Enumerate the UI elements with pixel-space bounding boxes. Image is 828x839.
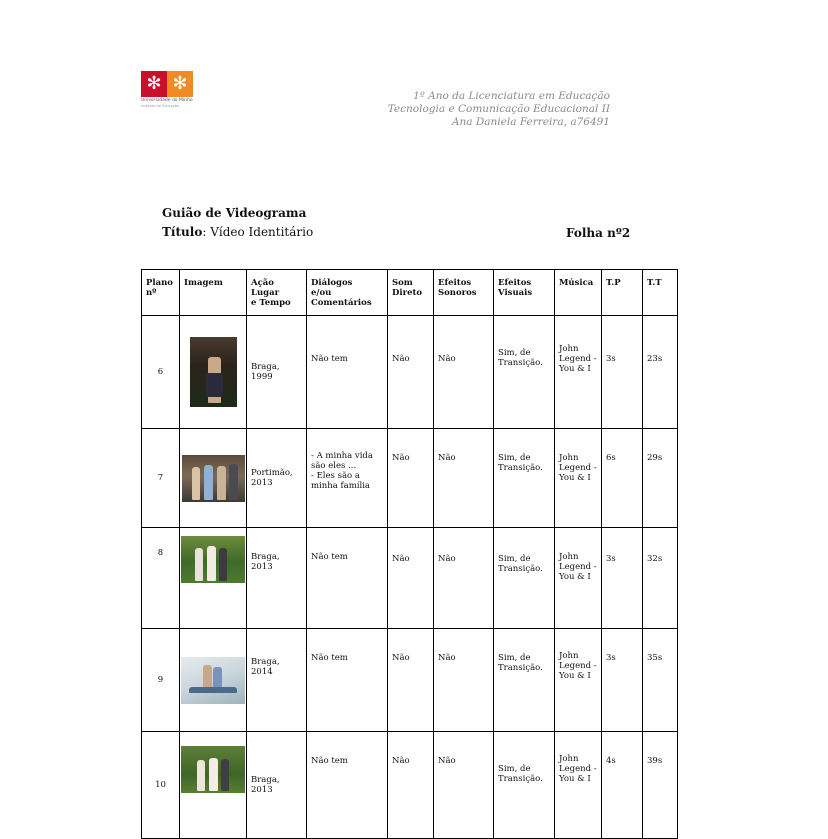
logo-institution: Universidade do Minho — [141, 98, 193, 103]
cell-dialogos: Não tem — [307, 629, 388, 732]
document-header — [388, 90, 610, 129]
header-dialogos: Diálogos e/ou Comentários — [307, 270, 388, 316]
cell-sonoros: Não — [434, 316, 494, 429]
logo-subunit: Instituto de Educação — [141, 104, 180, 108]
cell-musica: John Legend - You & I — [555, 316, 602, 429]
header-tp: T.P — [602, 270, 643, 316]
cell-dialogos: Não tem — [307, 732, 388, 839]
cell-tp: 4s — [602, 732, 643, 839]
table-row — [142, 429, 678, 528]
table-row — [142, 629, 678, 732]
cell-acao: Braga, 1999 — [247, 316, 307, 429]
cell-tt: 29s — [643, 429, 678, 528]
header-imagem: Imagem — [180, 270, 247, 316]
header-som: Som Direto — [388, 270, 434, 316]
cell-acao: Braga, 2013 — [247, 732, 307, 839]
cell-image — [180, 629, 247, 732]
logo-cross-icon-orange: ✻ — [167, 71, 193, 97]
subtitle-value: Vídeo Identitário — [206, 225, 314, 239]
header-musica: Música — [555, 270, 602, 316]
table-header-row — [142, 270, 678, 316]
cell-sonoros: Não — [434, 429, 494, 528]
cell-image — [180, 429, 247, 528]
cell-sonoros: Não — [434, 629, 494, 732]
cell-image — [180, 732, 247, 839]
cell-dialogos: Não tem — [307, 528, 388, 629]
header-line-author: Ana Daniela Ferreira, a76491 — [451, 116, 610, 128]
cell-sonoros: Não — [434, 528, 494, 629]
cell-tt: 23s — [643, 316, 678, 429]
cell-visuais: Sim, de Transição. — [494, 429, 555, 528]
cell-som: Não — [388, 316, 434, 429]
cell-tp: 3s — [602, 629, 643, 732]
cell-plano: 9 — [142, 629, 180, 732]
cell-image — [180, 316, 247, 429]
cell-tt: 32s — [643, 528, 678, 629]
cell-plano: 6 — [142, 316, 180, 429]
cell-tt: 39s — [643, 732, 678, 839]
header-efeitos-visuais: Efeitos Visuais — [494, 270, 555, 316]
storyboard-table — [141, 269, 678, 839]
cell-visuais: Sim, de Transição. — [494, 528, 555, 629]
cell-acao: Braga, 2014 — [247, 629, 307, 732]
logo-cross-icon: ✻ — [141, 71, 167, 97]
cell-musica: John Legend - You & I — [555, 429, 602, 528]
cell-dialogos: - A minha vida são eles ... - Eles são a minha família — [307, 429, 388, 528]
cell-musica: John Legend - You & I — [555, 528, 602, 629]
cell-tp: 3s — [602, 528, 643, 629]
table-row — [142, 732, 678, 839]
cell-plano: 10 — [142, 732, 180, 839]
page-subtitle — [162, 225, 313, 239]
page-title: Guião de Videograma — [162, 206, 307, 220]
photo-thumbnail — [181, 536, 245, 583]
cell-sonoros: Não — [434, 732, 494, 839]
cell-dialogos: Não tem — [307, 316, 388, 429]
cell-som: Não — [388, 429, 434, 528]
cell-visuais: Sim, de Transição. — [494, 629, 555, 732]
photo-thumbnail — [181, 746, 245, 793]
subtitle-label: Título — [162, 225, 203, 239]
cell-acao: Braga, 2013 — [247, 528, 307, 629]
cell-tp: 6s — [602, 429, 643, 528]
sheet-number: Folha nº2 — [566, 226, 631, 240]
cell-musica: John Legend - You & I — [555, 732, 602, 839]
cell-visuais: Sim, de Transição. — [494, 732, 555, 839]
logo-mark — [141, 71, 193, 97]
cell-som: Não — [388, 528, 434, 629]
header-plano: Plano nº — [142, 270, 180, 316]
subtitle-separator: : — [202, 225, 207, 239]
university-logo — [141, 71, 193, 111]
cell-visuais: Sim, de Transição. — [494, 316, 555, 429]
cell-plano: 8 — [142, 528, 180, 629]
header-efeitos-sonoros: Efeitos Sonoros — [434, 270, 494, 316]
cell-image — [180, 528, 247, 629]
cell-musica: John Legend - You & I — [555, 629, 602, 732]
photo-thumbnail — [181, 657, 245, 704]
header-line-subject: Tecnologia e Comunicação Educacional II — [387, 103, 610, 115]
cell-plano: 7 — [142, 429, 180, 528]
cell-tp: 3s — [602, 316, 643, 429]
table-row — [142, 528, 678, 629]
cell-tt: 35s — [643, 629, 678, 732]
cell-som: Não — [388, 629, 434, 732]
header-acao: Ação Lugar e Tempo — [247, 270, 307, 316]
photo-thumbnail — [182, 455, 245, 502]
table-row — [142, 316, 678, 429]
header-tt: T.T — [643, 270, 678, 316]
photo-thumbnail — [190, 337, 237, 407]
cell-acao: Portimão, 2013 — [247, 429, 307, 528]
header-line-course: 1º Ano da Licenciatura em Educação — [413, 90, 610, 102]
cell-som: Não — [388, 732, 434, 839]
